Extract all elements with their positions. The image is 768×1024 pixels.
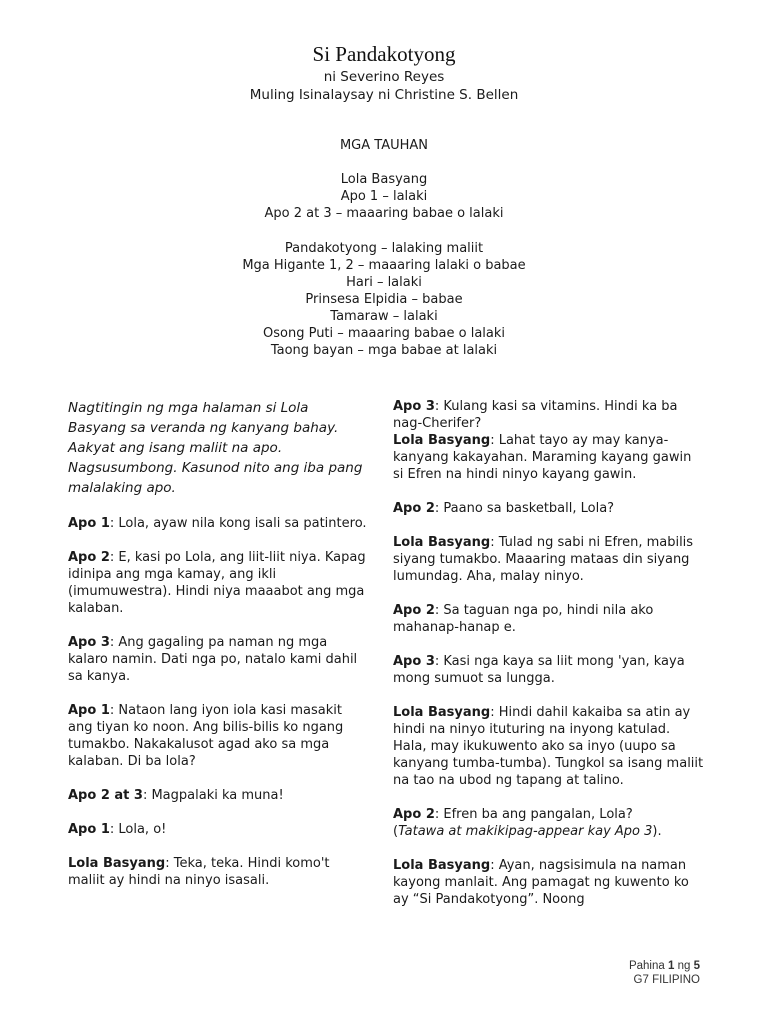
dialogue-line — [393, 806, 705, 840]
cast-item: Hari – lalaki — [346, 275, 422, 290]
dialogue-text: : Lola, ayaw nila kong isali sa patintero. — [109, 516, 367, 531]
speaker-name: Apo 3 — [393, 654, 435, 669]
dialogue-text: : Hindi dahil kakaiba sa atin ay hindi na ninyo ituturing na inyong katulad. Hala, may ikukuwento ako sa inyo (uupo sa kanyang tumba-tumba). Tungkol sa isang maliit na tao na ubod ng tapang at talino. — [393, 705, 704, 788]
cast-item: Taong bayan – mga babae at lalaki — [270, 343, 498, 358]
dialogue-text: : Tulad ng sabi ni Efren, mabilis siyang tumakbo. Maaaring mataas din siyang lumundag. Aha, malay ninyo. — [393, 535, 694, 584]
dialogue-line — [393, 534, 705, 585]
speaker-name: Apo 3 — [68, 635, 110, 650]
cast-item: Lola Basyang — [340, 172, 428, 187]
cast-item: Pandakotyong – lalaking maliit — [284, 241, 484, 256]
speaker-name: Apo 2 — [68, 550, 110, 565]
dialogue-text: : E, kasi po Lola, ang liit-liit niya. Kapag idinipa ang mga kamay, ang ikli (imumuwestra). Hindi niya maaabot ang mga kalaban. — [68, 550, 366, 616]
speaker-name: Lola Basyang — [393, 705, 491, 720]
dialogue-line — [393, 432, 705, 483]
dialogue-text: : Sa taguan nga po, hindi nila ako mahanap-hanap e. — [393, 603, 654, 635]
speaker-name: Apo 2 — [393, 501, 435, 516]
course-label: G7 FILIPINO — [633, 974, 700, 986]
stage-direction: Tatawa at makikipag-appear kay Apo 3 — [398, 824, 653, 839]
total-pages: 5 — [693, 960, 700, 972]
page-number — [520, 959, 700, 973]
dialogue-line — [68, 515, 368, 532]
stage-paren-close: ). — [652, 824, 662, 839]
dialogue-text: : Ayan, nagsisimula na naman kayong manlait. Ang pamagat ng kuwento ko ay “Si Pandakotyong”. Noong — [393, 858, 689, 907]
cast-item: Prinsesa Elpidia – babae — [305, 292, 463, 307]
dialogue-line — [68, 855, 368, 889]
dialogue-line — [393, 704, 705, 789]
speaker-name: Lola Basyang — [393, 433, 491, 448]
right-column — [393, 398, 705, 925]
cast-item: Tamaraw – lalaki — [330, 309, 438, 324]
cast-item: Apo 2 at 3 – maaaring babae o lalaki — [264, 206, 504, 221]
speaker-name: Apo 2 — [393, 603, 435, 618]
dialogue-text: : Efren ba ang pangalan, Lola? — [434, 807, 633, 822]
dialogue-text: : Nataon lang iyon iola kasi masakit ang tiyan ko noon. Ang bilis-bilis ko ngang tumakbo. Nakakalusot agad ako sa mga kalaban. Di ba lola? — [68, 703, 344, 769]
speaker-name: Apo 1 — [68, 703, 110, 718]
page-label: Pahina — [628, 960, 665, 972]
dialogue-line — [68, 787, 368, 804]
dialogue-text: : Kulang kasi sa vitamins. Hindi ka ba nag-Cherifer? — [393, 399, 678, 431]
stage-direction-intro: Nagtitingin ng mga halaman si Lola Basyang sa veranda ng kanyang bahay. Aakyat ang isang maliit na apo. Nagsusumbong. Kasunod nito ang iba pang malalaking apo. — [68, 400, 363, 496]
left-column — [68, 398, 368, 906]
retold-by-line: Muling Isinalaysay ni Christine S. Bellen — [249, 87, 519, 103]
cast-item: Osong Puti – maaaring babae o lalaki — [263, 326, 505, 341]
author-byline: ni Severino Reyes — [323, 69, 445, 85]
dialogue-text: : Teka, teka. Hindi komo't maliit ay hindi na ninyo isasali. — [68, 856, 330, 888]
cast-item: Apo 1 – lalaki — [340, 189, 428, 204]
page-of: ng — [677, 960, 691, 972]
speaker-name: Lola Basyang — [393, 535, 491, 550]
dialogue-line — [68, 549, 368, 617]
dialogue-line — [68, 634, 368, 685]
cast-item: Mga Higante 1, 2 – maaaring lalaki o babae — [242, 258, 526, 273]
dialogue-line — [393, 653, 705, 687]
dialogue-text: : Lola, o! — [109, 822, 167, 837]
speaker-name: Apo 1 — [68, 516, 110, 531]
dialogue-text: : Magpalaki ka muna! — [142, 788, 284, 803]
speaker-name: Lola Basyang — [393, 858, 491, 873]
dialogue-text: : Lahat tayo ay may kanya-kanyang kakayahan. Maraming kayang gawin si Efren na hindi ninyo kayang gawin. — [393, 433, 692, 482]
dialogue-text: : Ang gagaling pa naman ng mga kalaro namin. Dati nga po, natalo kami dahil sa kanya. — [68, 635, 358, 684]
current-page: 1 — [667, 960, 675, 972]
speaker-name: Apo 1 — [68, 822, 110, 837]
dialogue-line — [393, 398, 705, 432]
document-title: Si Pandakotyong — [312, 42, 456, 66]
speaker-name: Apo 3 — [393, 399, 435, 414]
dialogue-line — [68, 702, 368, 770]
dialogue-line — [68, 821, 368, 838]
dialogue-text: : Paano sa basketball, Lola? — [434, 501, 615, 516]
speaker-name: Apo 2 at 3 — [68, 788, 143, 803]
dialogue-line — [393, 602, 705, 636]
dialogue-text: : Kasi nga kaya sa liit mong 'yan, kaya mong sumuot sa lungga. — [393, 654, 685, 686]
dialogue-line — [393, 857, 705, 908]
stage-paren-open: ( — [393, 824, 399, 839]
dialogue-line — [393, 500, 705, 517]
speaker-name: Apo 2 — [393, 807, 435, 822]
speaker-name: Lola Basyang — [68, 856, 166, 871]
cast-heading: MGA TAUHAN — [339, 138, 429, 153]
